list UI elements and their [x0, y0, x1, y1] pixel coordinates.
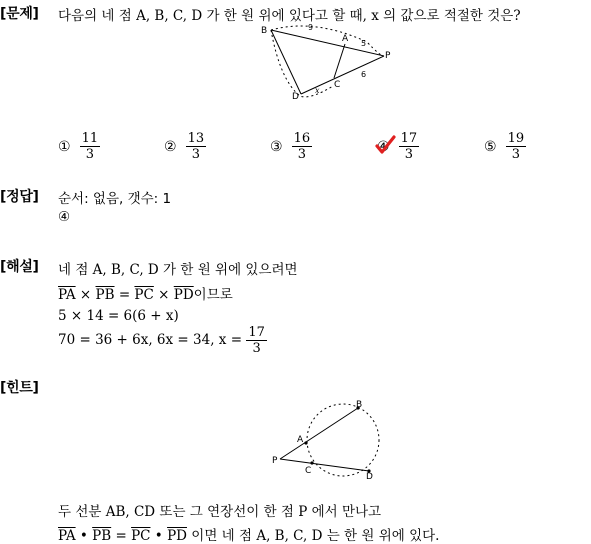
line-bd [271, 30, 301, 94]
arc-left [271, 30, 333, 97]
hint-seg-pd: $\overline{PD}$ [167, 528, 187, 544]
hint-op-dot-2: • [154, 528, 163, 544]
choice-5-marker: ⑤ [484, 138, 497, 155]
seg-pa: $\overline{PA}$ [58, 287, 76, 303]
choice-5[interactable] [484, 131, 526, 162]
label-9: 9 [308, 23, 314, 32]
seg-pc: $\overline{PC}$ [134, 287, 154, 303]
choice-1[interactable] [58, 131, 100, 162]
seg-pb: $\overline{PB}$ [95, 287, 115, 303]
explanation-fraction [246, 325, 267, 356]
explanation-den: 3 [252, 341, 261, 356]
checkmark-icon [374, 135, 396, 155]
op-times: × [79, 287, 92, 303]
op-eq: = [118, 287, 131, 303]
point-a: A [342, 34, 349, 44]
choice-3-fraction [292, 131, 313, 162]
explanation-line-3: 5 × 14 = 6(6 + x) [58, 308, 179, 324]
seg-pd: $\overline{PD}$ [173, 287, 194, 303]
choice-1-fraction [80, 131, 101, 162]
answer-line-2: ④ [58, 209, 71, 225]
hint-point-a: A [297, 435, 304, 445]
hint-line-1: 두 선분 AB, CD 또는 그 연장선이 한 점 P 에서 만나고 [58, 504, 382, 520]
problem-tag: [문제] [0, 6, 39, 22]
choice-3-marker: ③ [270, 138, 283, 155]
choice-2-num: 13 [187, 131, 205, 146]
point-d: D [292, 92, 299, 102]
explanation-line-4-text: 70 = 36 + 6x, 6x = 34, x = [58, 332, 243, 348]
label-5: 5 [361, 39, 367, 48]
choice-5-num: 19 [507, 131, 525, 146]
choice-5-den: 3 [511, 147, 520, 162]
choice-2-fraction [186, 131, 207, 162]
answer-line-1: 순서: 없음, 갯수: 1 [58, 191, 172, 207]
choice-4-num: 17 [400, 131, 418, 146]
choice-4-marker-text: ④ [377, 138, 390, 155]
choice-2-marker: ② [164, 138, 177, 155]
line-bp [271, 30, 384, 56]
hint-tail: 이면 네 점 A, B, C, D 는 한 원 위에 있다. [186, 528, 440, 544]
explanation-line-1: 네 점 A, B, C, D 가 한 원 위에 있으려면 [58, 262, 298, 278]
label-6: 6 [361, 70, 367, 79]
point-c: C [334, 80, 341, 90]
explanation-line-2 [58, 283, 233, 303]
choice-4-marker [377, 139, 390, 155]
explanation-tag: [해설] [0, 259, 39, 275]
choice-3-num: 16 [293, 131, 311, 146]
hint-point-p: P [272, 456, 278, 466]
hint-seg-pa: $\overline{PA}$ [58, 528, 76, 544]
op-times-2: × [158, 287, 170, 303]
hint-line-2 [58, 524, 439, 544]
choice-4-den: 3 [404, 147, 413, 162]
figure-hint [268, 398, 386, 482]
choice-4-fraction [399, 131, 420, 162]
choice-1-den: 3 [85, 147, 94, 162]
figure-cyclic-quad [255, 20, 395, 105]
explanation-tail: 이므로 [193, 287, 233, 303]
hint-line-pb [280, 408, 358, 459]
answer-tag: [정답] [0, 189, 39, 205]
explanation-num: 17 [248, 325, 265, 340]
label-x: x [315, 86, 320, 95]
choice-4[interactable] [377, 131, 419, 162]
hint-point-c: C [305, 466, 312, 476]
hint-circle [307, 404, 379, 476]
explanation-line-4 [58, 325, 267, 356]
choice-2[interactable] [164, 131, 206, 162]
line-dp [301, 56, 384, 94]
hint-op-dot: • [79, 528, 88, 544]
problem-text: 다음의 네 점 A, B, C, D 가 한 원 위에 있다고 할 때, x 의 값으로 적절한 것은? [58, 8, 521, 24]
hint-line-pd [280, 459, 369, 471]
hint-tag: [힌트] [0, 380, 39, 396]
point-b: B [261, 26, 268, 36]
hint-seg-pb: $\overline{PB}$ [92, 528, 112, 544]
hint-seg-pc: $\overline{PC}$ [131, 528, 151, 544]
point-p: P [385, 51, 391, 61]
line-ac [334, 44, 345, 78]
hint-point-b: B [356, 400, 363, 410]
choice-2-den: 3 [191, 147, 200, 162]
choice-1-marker: ① [58, 138, 71, 155]
choice-5-fraction [506, 131, 527, 162]
arc-top [271, 26, 384, 56]
hint-op-eq: = [115, 528, 127, 544]
hint-point-d: D [366, 472, 373, 482]
choice-3-den: 3 [297, 147, 306, 162]
choice-3[interactable] [270, 131, 312, 162]
choice-1-num: 11 [81, 131, 99, 146]
